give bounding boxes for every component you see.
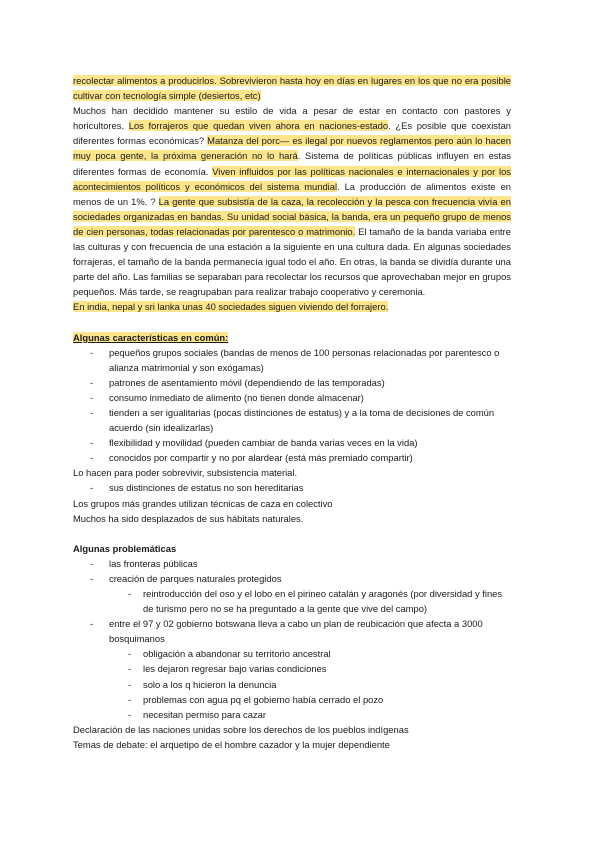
bullet-dash: -: [90, 376, 94, 388]
status-list: [73, 480, 511, 495]
bullet-dash: -: [90, 437, 94, 449]
groups-line: Los grupos más grandes utilizan técnicas de caza en colectivo: [73, 497, 333, 509]
sub-list-item: [73, 661, 511, 676]
bullet-dash: -: [90, 406, 94, 418]
highlight-text: La gente que subsistía de la caza, la recolección y la pesca con frecuencia vivía en sociedades organizadas en bandas. Su unidad social básica, la banda, era un pequeño grupo de menos de cien personas, todas relacionadas por parentesco o matrimonio.: [73, 195, 511, 237]
bullet-dash: -: [90, 618, 94, 630]
list-item-text: necesitan permiso para cazar: [143, 708, 266, 720]
list-item-text: creación de parques naturales protegidos: [109, 572, 282, 584]
list-item-text: solo a los q hicieron la denuncia: [143, 678, 277, 690]
body-text: . Sistema de políticas públicas influyen en estas diferentes formas de economía.: [73, 150, 511, 177]
characteristics-list: [73, 345, 511, 466]
bullet-dash: -: [90, 346, 94, 358]
bullet-dash: -: [90, 452, 94, 464]
list-item: [73, 405, 511, 435]
paragraph-foragers: [73, 103, 511, 299]
list-item-text: problemas con agua pq el gobierno había cerrado el pozo: [143, 693, 384, 705]
list-item: [73, 450, 511, 465]
list-item: [73, 375, 511, 390]
list-item-text: las fronteras públicas: [109, 557, 198, 569]
list-item: [73, 556, 511, 571]
bullet-dash: -: [90, 572, 94, 584]
body-text: . ¿Es posible que coexistan diferentes formas económicas?: [73, 120, 511, 147]
bullet-dash: -: [128, 708, 132, 720]
paragraph-intro: [73, 73, 511, 103]
bullet-dash: -: [90, 557, 94, 569]
list-item-text: obligación a abandonar su territorio ancestral: [143, 648, 331, 660]
sub-list-item: [73, 707, 511, 722]
list-item-text: patrones de asentamiento móvil (dependiendo de las temporadas): [109, 376, 385, 388]
bullet-dash: -: [90, 391, 94, 403]
list-item-text: entre el 97 y 02 gobierno botswana lleva a cabo un plan de reubicación que afecta a 3000 bosquimanos: [109, 618, 483, 645]
paragraph-india: [73, 299, 511, 314]
list-item-text: flexibilidad y movilidad (pueden cambiar de banda varias veces en la vida): [109, 437, 418, 449]
sub-list-item: [73, 646, 511, 661]
section-heading-problems: Algunas problemáticas: [73, 542, 177, 554]
blank-line: [73, 526, 511, 541]
list-item-text: pequeños grupos sociales (bandas de menos de 100 personas relacionadas por parentesco o alianza matrimonial y son exógamas): [109, 346, 500, 373]
list-item-text: consumo inmediato de alimento (no tienen donde almacenar): [109, 391, 364, 403]
list-item-text: conocidos por compartir y no por alardear (está más premiado compartir): [109, 452, 413, 464]
displaced-line: Muchos ha sido desplazados de sus hábitats naturales.: [73, 512, 304, 524]
sub-list-item: [73, 586, 511, 616]
blank-line: [73, 315, 511, 330]
list-item: [73, 616, 511, 646]
un-declaration-line: Declaración de las naciones unidas sobre los derechos de los pueblos indígenas: [73, 723, 409, 735]
list-item-text: reintroducción del oso y el lobo en el pirineo catalán y aragonés (por diversidad y fines de turismo pero no se ha preguntado a la gente que vive del campo): [143, 588, 503, 615]
highlight-text: Viven influidos por las políticas nacionales e internacionales y por los acontecimientos políticos y económicos del sistema mundial: [73, 165, 511, 192]
body-text: El tamaño de la banda variaba entre las culturas y con frecuencia de una estación a la siguiente en una cultura dada. En algunas sociedades forrajeras, el tamaño de la banda permanecía igual todo el año. En otras, la banda se dividía durante una parte del año. Las familias se separaban para recolectar los recursos que aprovechaban mejor en grupos pequeños. Más tarde, se reagrupaban para realizar trabajo cooperativo y ceremonia.: [73, 225, 512, 298]
sub-list-item: [73, 677, 511, 692]
bullet-dash: -: [128, 588, 132, 599]
list-item-text: tienden a ser igualitarias (pocas distinciones de estatus) y a la toma de decisiones de común acuerdo (sin idealizarlas): [109, 406, 495, 434]
document-body: [73, 73, 511, 752]
body-text: . La producción de alimentos existe en menos de un 1%. ?: [73, 180, 511, 207]
heading-text: Algunas características en común:: [73, 331, 229, 343]
bullet-dash: -: [128, 663, 132, 675]
list-item: [73, 345, 511, 375]
highlight-text: En india, nepal y sri lanka unas 40 sociedades siguen viviendo del forrajero.: [73, 301, 389, 313]
list-item-text: sus distinciones de estatus no son hereditarias: [109, 482, 304, 494]
bullet-dash: -: [128, 648, 132, 660]
bullet-dash: -: [128, 678, 132, 690]
body-text: Muchos han decidido mantener su estilo de vida a pesar de estar en contacto con pastores y horicultores.: [73, 105, 511, 132]
bullet-dash: -: [90, 482, 94, 494]
highlight-text: recolectar alimentos a producirlos. Sobrevivieron hasta hoy en días en lugares en los que no era posible cultivar con tecnología simple (desiertos, etc): [73, 75, 511, 102]
list-item: [73, 435, 511, 450]
list-item: [73, 571, 511, 586]
debate-topics-line: Temas de debate: el arquetipo de el hombre cazador y la mujer dependiente: [73, 738, 390, 750]
sub-list-item: [73, 692, 511, 707]
survive-line: Lo hacen para poder sobrevivir, subsistencia material.: [73, 467, 298, 479]
section-heading-characteristics: [73, 330, 511, 345]
problems-list: [73, 556, 511, 722]
list-item: [73, 480, 511, 495]
list-item: [73, 390, 511, 405]
bullet-dash: -: [128, 693, 132, 705]
highlight-text: Matanza del porc— es ilegal por nuevos reglamentos pero aún lo hacen muy poca gente, la próxima generación no lo hará: [73, 135, 511, 162]
list-item-text: les dejaron regresar bajo varias condiciones: [143, 663, 327, 675]
highlight-text: Los forrajeros que quedan viven ahora en naciones-estado: [128, 120, 389, 132]
